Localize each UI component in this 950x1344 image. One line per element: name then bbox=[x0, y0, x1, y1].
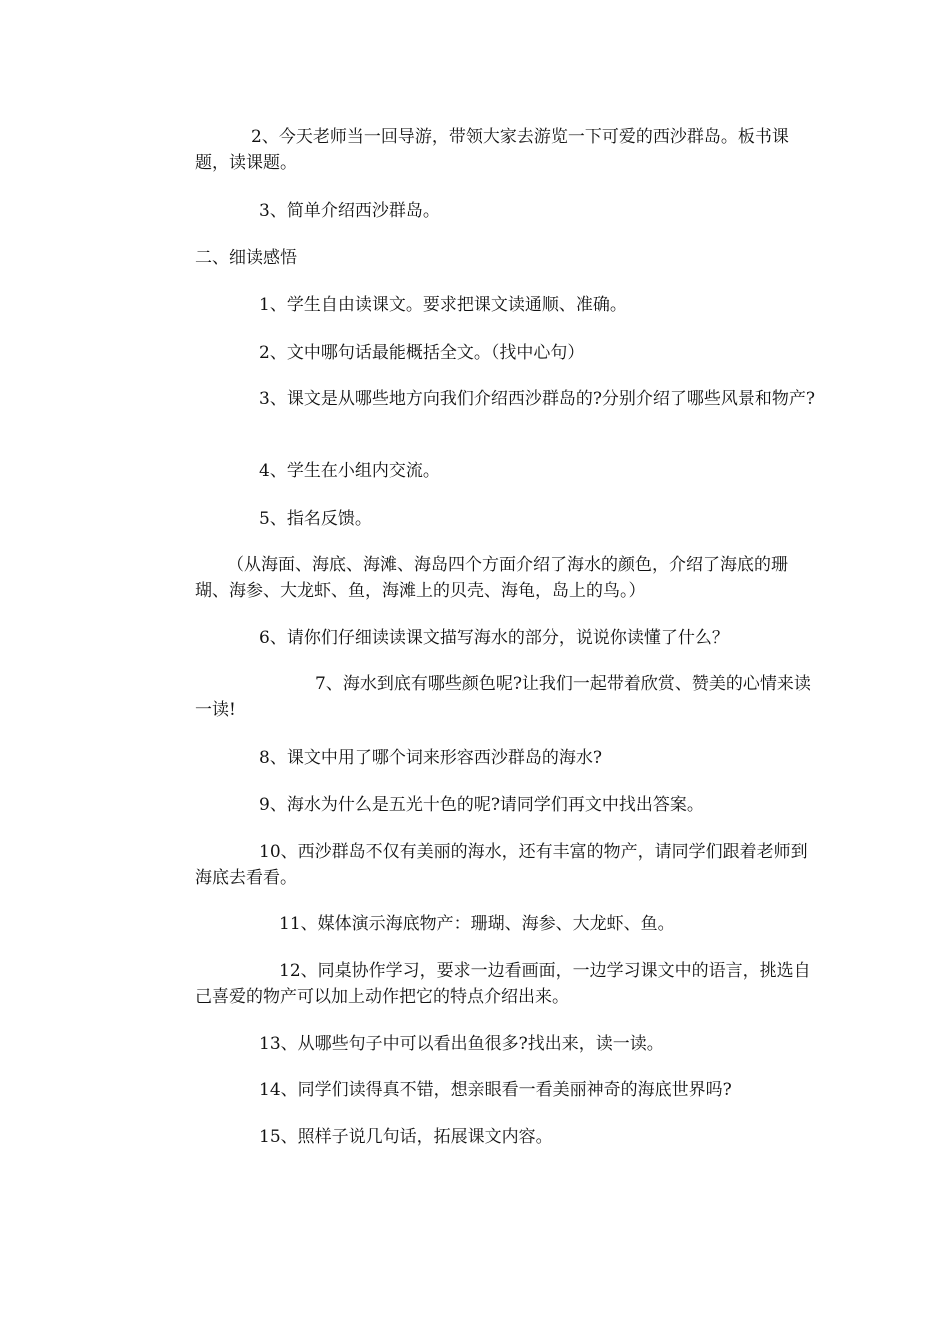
paragraph-18: 15、照样子说几句话，拓展课文内容。 bbox=[259, 1127, 553, 1147]
section-heading: 二、细读感悟 bbox=[195, 248, 297, 268]
paragraph-4: 2、文中哪句话最能概括全文。（找中心句） bbox=[259, 343, 585, 363]
paragraph-12: 9、海水为什么是五光十色的呢?请同学们再文中找出答案。 bbox=[259, 795, 704, 815]
paragraph-10: 7、海水到底有哪些颜色呢?让我们一起带着欣赏、赞美的心情来读一读! bbox=[195, 674, 811, 720]
paragraph-5: 3、课文是从哪些地方向我们介绍西沙群岛的?分别介绍了哪些风景和物产? bbox=[259, 389, 816, 409]
paragraph-1: 2、今天老师当一回导游，带领大家去游览一下可爱的西沙群岛。板书课题，读课题。 bbox=[195, 127, 789, 173]
paragraph-9: 6、请你们仔细读读课文描写海水的部分，说说你读懂了什么？ bbox=[259, 628, 729, 648]
paragraph-14: 11、媒体演示海底物产：珊瑚、海参、大龙虾、鱼。 bbox=[279, 914, 675, 934]
paragraph-15: 12、同桌协作学习，要求一边看画面，一边学习课文中的语言，挑选自己喜爱的物产可以加上动作把它的特点介绍出来。 bbox=[195, 961, 811, 1007]
paragraph-6: 4、学生在小组内交流。 bbox=[259, 461, 440, 481]
paragraph-8: （从海面、海底、海滩、海岛四个方面介绍了海水的颜色，介绍了海底的珊瑚、海参、大龙虾、鱼，海滩上的贝壳、海龟，岛上的鸟。） bbox=[195, 555, 788, 601]
paragraph-2: 3、简单介绍西沙群岛。 bbox=[259, 201, 440, 221]
paragraph-13: 10、西沙群岛不仅有美丽的海水，还有丰富的物产，请同学们跟着老师到海底去看看。 bbox=[195, 842, 808, 888]
paragraph-11: 8、课文中用了哪个词来形容西沙群岛的海水? bbox=[259, 748, 602, 768]
paragraph-3: 1、学生自由读课文。要求把课文读通顺、准确。 bbox=[259, 295, 627, 315]
paragraph-7: 5、指名反馈。 bbox=[259, 509, 372, 529]
paragraph-16: 13、从哪些句子中可以看出鱼很多?找出来，读一读。 bbox=[259, 1034, 664, 1054]
paragraph-17: 14、同学们读得真不错，想亲眼看一看美丽神奇的海底世界吗? bbox=[259, 1080, 732, 1100]
